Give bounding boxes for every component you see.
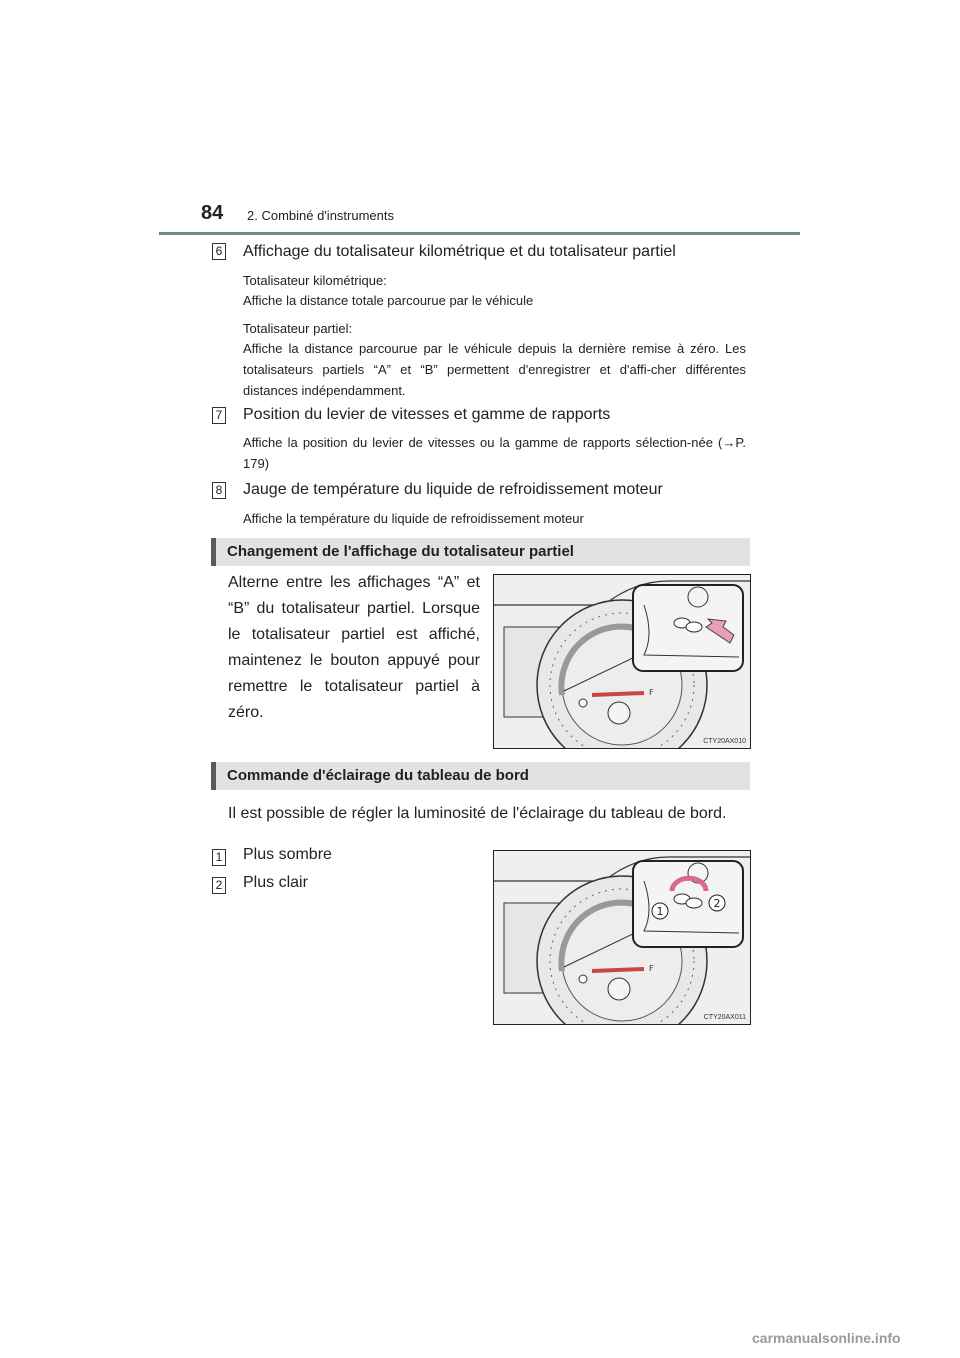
list-number-1: 1 [212,849,226,866]
lighting-figure [493,850,751,1025]
section-header-lighting [211,762,750,790]
header-rule [159,232,800,235]
instrument-cluster-illustration [494,575,750,748]
callout-2: 2 [713,897,721,910]
instrument-cluster-illustration [494,851,750,1024]
lighting-instructions: Il est possible de régler la luminosité de l'éclairage du tableau de bord. [228,805,727,822]
list-item-darker: Plus sombre [243,846,332,863]
item-6-title: Affichage du totalisateur kilométrique et du totalisateur partiel [243,243,676,260]
item-number-8: 8 [212,482,226,499]
item-7-title: Position du levier de vitesses et gamme de rapports [243,406,611,423]
list-item-brighter: Plus clair [243,874,308,891]
list-number-2: 2 [212,877,226,894]
item-number-7: 7 [212,407,226,424]
tripmeter-figure [493,574,751,749]
watermark: carmanualsonline.info [752,1330,901,1346]
odometer-label: Totalisateur kilométrique: [243,273,387,288]
chapter-title: 2. Combiné d'instruments [247,208,394,223]
section-header-tripmeter [211,538,750,566]
section-title: Changement de l'affichage du totalisateur partiel [227,543,574,560]
item-8-description: Affiche la température du liquide de refroidissement moteur [243,511,584,526]
svg-text:F: F [649,964,654,973]
figure-code: CTY20AX010 [703,738,746,745]
svg-text:F: F [649,688,654,697]
page-number: 84 [201,202,224,224]
tripmeter-description: Affiche la distance parcourue par le véhicule depuis la dernière remise à zéro. Les totalisateurs partiels “A” et “B” permettent d'enregistrer et d'affi-cher différentes distances indépendamment. [243,341,746,398]
odometer-description: Affiche la distance totale parcourue par le véhicule [243,293,534,308]
figure-code: CTY20AX011 [703,1014,746,1021]
callout-1: 1 [656,905,664,918]
tripmeter-label: Totalisateur partiel: [243,321,353,336]
item-number-6: 6 [212,243,226,260]
item-7-description: Affiche la position du levier de vitesses ou la gamme de rapports sélection-née (→P. 179) [243,435,746,471]
section-title: Commande d'éclairage du tableau de bord [227,767,529,784]
tripmeter-instructions: Alterne entre les affichages “A” et “B” du totalisateur partiel. Lorsque le totalisateur partiel est affiché, maintenez le bouton appuyé pour remettre le totalisateur partiel à zéro. [228,574,480,721]
item-8-title: Jauge de température du liquide de refroidissement moteur [243,481,663,498]
